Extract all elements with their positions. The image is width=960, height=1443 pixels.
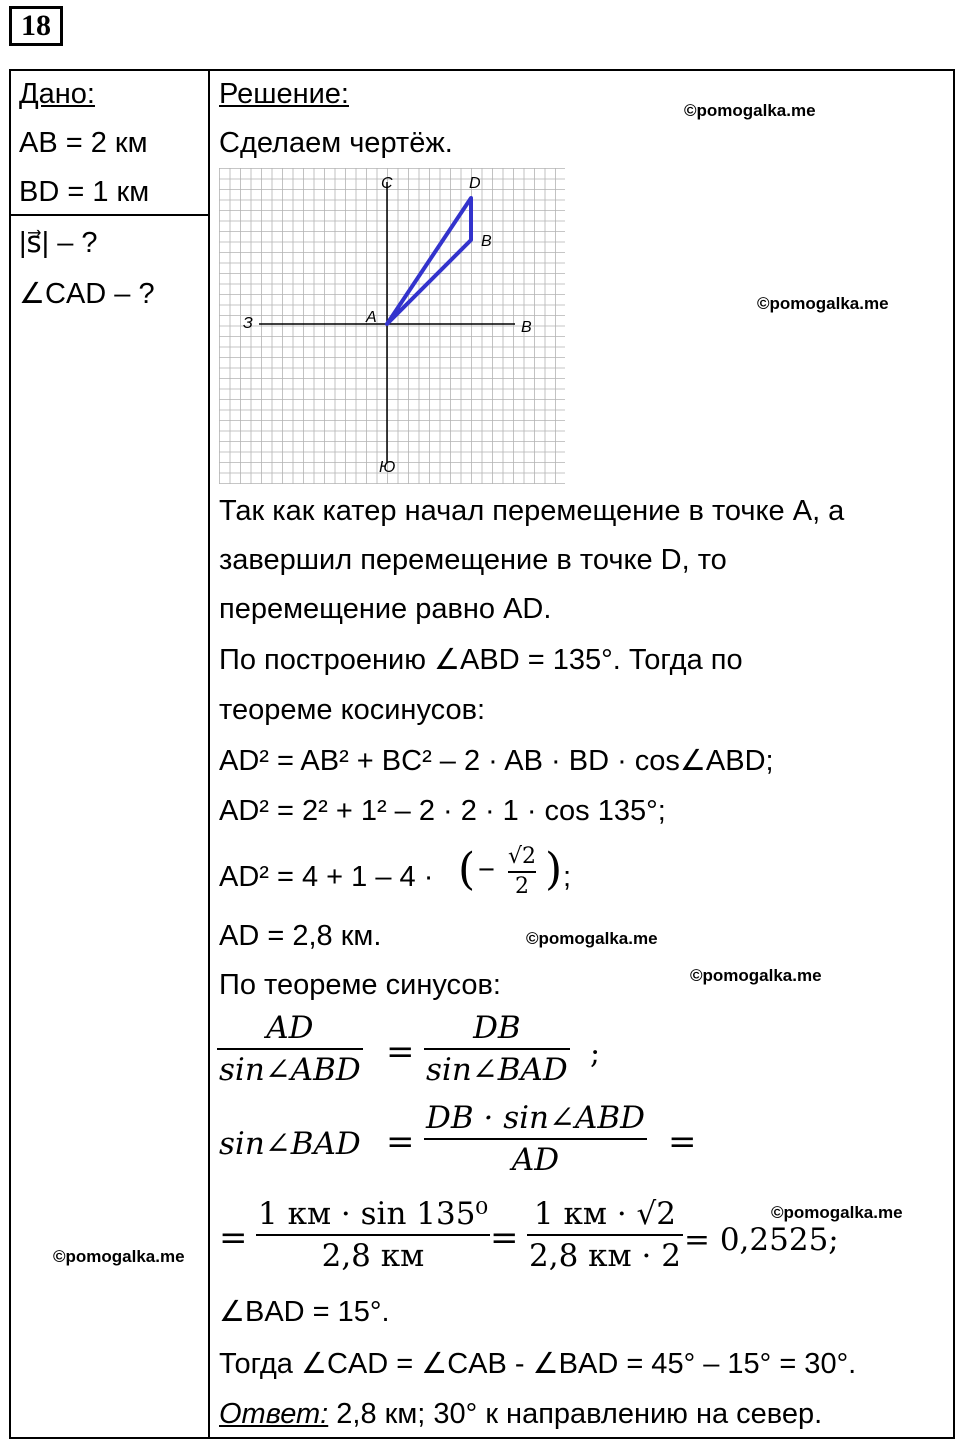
- label-west: З: [243, 315, 253, 332]
- vector-drawing: [219, 168, 565, 484]
- solution-text-3: перемещение равно AD.: [219, 593, 552, 625]
- given-find-divider: [9, 214, 210, 216]
- equals-sign-1: =: [386, 1032, 415, 1072]
- grid-lines: [219, 168, 565, 484]
- equals-sign-2: =: [386, 1122, 415, 1162]
- eq3-end: ;: [563, 861, 572, 893]
- fraction-sqrt2: [527, 1194, 683, 1276]
- angle-cad-result: Тогда ∠CAD = ∠CAB - ∠BAD = 45° – 15° = 30°.: [219, 1348, 857, 1380]
- solution-text-5: теореме косинусов:: [219, 694, 486, 726]
- eq3-frac-den: 2: [515, 874, 529, 899]
- frac1-num: AD: [266, 1010, 314, 1046]
- equation-substitution: AD² = 2² + 1² – 2 · 2 · 1 · cos 135°;: [219, 795, 666, 827]
- eq3-paren-close: ): [545, 844, 563, 895]
- label-point-d: D: [469, 175, 481, 192]
- eq3-minus: −: [478, 854, 495, 886]
- equation-cosine-law: AD² = AB² + BC² – 2 · AB · BD · cos∠ABD;: [219, 745, 774, 777]
- find-displacement: |s⃗| – ?: [19, 227, 98, 259]
- frac4-num: 1 км · sin 135⁰: [258, 1196, 488, 1232]
- answer-line: [219, 1396, 822, 1432]
- angle-bad-result: ∠BAD = 15°.: [219, 1296, 390, 1328]
- solution-intro: Сделаем чертёж.: [219, 127, 453, 159]
- find-angle: ∠CAD – ?: [19, 278, 155, 310]
- eq3-frac-num: √2: [508, 844, 537, 869]
- watermark-1: ©pomogalka.me: [684, 101, 816, 120]
- watermark-3: ©pomogalka.me: [526, 929, 658, 948]
- fraction-sin135: [256, 1194, 490, 1276]
- label-east: В: [521, 319, 532, 336]
- frac-semicolon: ;: [590, 1036, 601, 1071]
- watermark-6: ©pomogalka.me: [53, 1247, 185, 1266]
- fraction-db-sin-bad: [424, 1008, 570, 1090]
- solution-text-2: завершил перемещение в точке D, то: [219, 544, 727, 576]
- given-bd: BD = 1 км: [19, 176, 150, 208]
- watermark-2: ©pomogalka.me: [757, 294, 889, 313]
- column-divider: [208, 69, 210, 1439]
- answer-label: Ответ:: [219, 1398, 329, 1430]
- sin-bad-label: sin∠BAD: [219, 1126, 361, 1162]
- sine-theorem-label: По теореме синусов:: [219, 969, 501, 1001]
- frac3-num: DB · sin∠ABD: [426, 1100, 645, 1136]
- frac2-num: DB: [473, 1010, 521, 1046]
- equation-ad-result: AD = 2,8 км.: [219, 920, 382, 952]
- equals-sign-4: =: [219, 1218, 248, 1258]
- frac5-num: 1 км · √2: [533, 1196, 677, 1232]
- eq3-paren-open: (: [458, 844, 476, 895]
- problem-number: 18: [9, 6, 63, 46]
- solution-title: Решение:: [219, 78, 349, 110]
- watermark-5: ©pomogalka.me: [771, 1203, 903, 1222]
- given-title: Дано:: [19, 78, 95, 110]
- frac2-den: sin∠BAD: [426, 1052, 568, 1088]
- solution-text-1: Так как катер начал перемещение в точке А, а: [219, 495, 845, 527]
- given-ab: AB = 2 км: [19, 127, 148, 159]
- equals-sign-3: =: [668, 1122, 697, 1162]
- solution-text-4: По построению ∠ABD = 135°. Тогда по: [219, 644, 743, 676]
- label-south: Ю: [379, 459, 396, 476]
- label-point-b: B: [481, 233, 492, 250]
- watermark-4: ©pomogalka.me: [690, 966, 822, 985]
- fraction-ad-sin-abd: [217, 1008, 363, 1090]
- frac4-den: 2,8 км: [321, 1238, 425, 1274]
- eq3-fraction: [508, 843, 536, 901]
- sin-bad-value: = 0,2525;: [684, 1222, 839, 1258]
- fraction-db-sin-abd-over-ad: [424, 1098, 647, 1180]
- frac3-den: AD: [511, 1142, 560, 1178]
- frac1-den: sin∠ABD: [219, 1052, 361, 1088]
- equals-sign-5: =: [490, 1218, 519, 1258]
- frac5-den: 2,8 км · 2: [529, 1238, 681, 1274]
- label-north: С: [381, 175, 393, 192]
- equation-3-left: AD² = 4 + 1 – 4 ·: [219, 861, 434, 893]
- answer-text: 2,8 км; 30° к направлению на север.: [328, 1398, 823, 1430]
- label-point-a: A: [366, 309, 377, 326]
